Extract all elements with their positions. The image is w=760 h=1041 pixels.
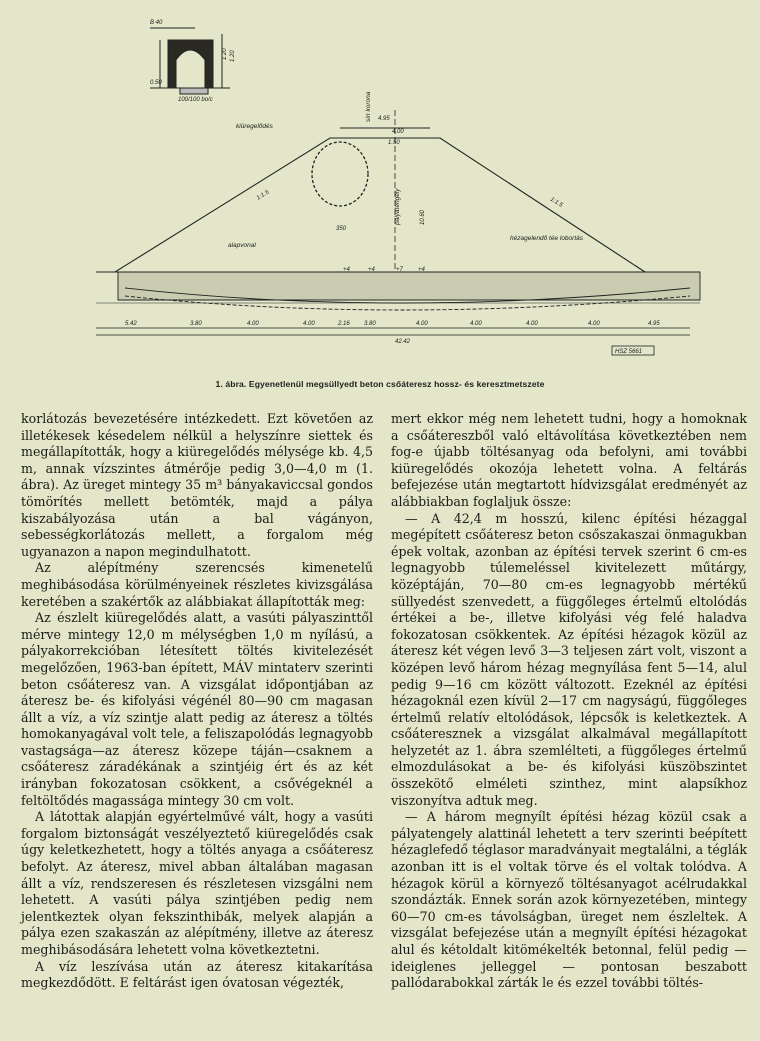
culvert-pipe (118, 272, 700, 310)
cross-title: B 40 (150, 20, 163, 26)
dim-bottom-10: 4.95 (648, 321, 660, 327)
cross-dim-0: 0.50 (150, 80, 162, 86)
label-alapvonal: alapvonal (228, 242, 256, 249)
dim-bottom-0: 5.42 (125, 321, 137, 327)
text-column-left (21, 411, 373, 992)
dim-top-4: 1:1.5 (255, 189, 271, 202)
label-kiuregelodes: kiüregelődés (236, 123, 273, 130)
dim-bottom-9: 4.00 (588, 321, 600, 327)
label-hezagtoldas: hézagelendő tée lobortás (510, 235, 584, 242)
dim-bottom-1: 3.80 (190, 321, 202, 327)
dim-bottom-3: 4.00 (303, 321, 315, 327)
dim-top-8: +4 (368, 267, 375, 273)
cross-dim-5: 1.20 (230, 50, 236, 62)
dim-bottom-8: 4.00 (526, 321, 538, 327)
dim-top-1: 4.00 (392, 129, 404, 135)
label-palyatengely: pályatengely (394, 188, 401, 225)
dim-top-9: +7 (396, 267, 403, 273)
dim-top-7: +4 (343, 267, 350, 273)
dim-top-10: +4 (418, 267, 425, 273)
dim-bottom-4: 2.16 (338, 321, 350, 327)
figure (0, 0, 760, 400)
dim-bottom-5: 3.80 (364, 321, 376, 327)
text-column-right (391, 411, 747, 992)
dim-total: 42.42 (395, 339, 411, 345)
paragraph: — A 42,4 m hosszú, kilenc építési hézaggal megépített csőáteresz beton csőszakaszai önmagukban épek voltak, azonban az építési tervek szerint 6 cm-es legnagyobb túlemeléssel kivitelezett műtárgy, középtáján, 70—80 cm-es legnagyobb mértékű süllyedést szenvedett, a függőleges értelmű eltolódás értékei a be-, illetve kifolyási vég felé haladva fokozatosan csökkentek. Az építési hézagok közül az áteresz két végen levő 3—3 teljesen zárt volt, viszont a középen levő három hézag megnyílása fent 5—14, alul pedig 9—16 cm között változott. Ezeknél az építési hézagoknál ezen kívül 2—17 cm nagyságú, függőleges értelmű relatív eltolódások, lépcsők is keletkeztek. A csőáteresznek a vizsgálat alkalmával megállapított helyzetét az 1. ábra szemlélteti, a függőleges értelmű elmozdulásokat a be- és kifolyási küszöbszintet összekötő elméleti szinthez, mint alapsíkhoz viszonyítva adtuk meg. (391, 510, 747, 808)
paragraph: mert ekkor még nem lehetett tudni, hogy a homoknak a csőátereszből való eltávolítása következtében nem fog-e újabb töltésanyag oda befolyni, ami további kiüregelődés okozója lehetett volna. A feltárás befejezése után megtartott hídvizsgálat eredményét az alábbiakban foglaljuk össze: (391, 411, 747, 509)
paragraph: — A három megnyílt építési hézag közül csak a pályatengely alattinál lehetett a terv szerinti beépített hézaglefedő téglasor maradványait megtalálni, a téglák azonban itt is el voltak törve és el voltak tolódva. A hézagok körül a környező töltésanyagot acélrudakkal szondázták. Ennek során azok környezetében, mintegy 60—70 cm-es távolságban, üreget nem észleltek. A vizsgálat befejezése után a megnyílt építési hézagokat alul és kétoldalt kitömékelték betonnal, felül pedig — ideiglenes jelleggel — pontosan beszabott pallódarabokkal zárták le és ezzel további töltés- (391, 809, 747, 991)
dim-bottom-7: 4.00 (470, 321, 482, 327)
figure-caption: 1. ábra. Egyenetlenül megsüllyedt beton csőáteresz hossz- és keresztmetszete (215, 379, 545, 389)
cavity-outline (312, 142, 368, 206)
stamp: HSZ 5661 (615, 349, 643, 355)
paragraph: A látottak alapján egyértelművé vált, hogy a vasúti forgalom biztonságát veszélyeztető kiüregelődés csak úgy keletkezhetett, hogy a töltés anyaga a csőáteresz befolyt. Az áteresz, mivel abban általában magasan állt a víz, rendszeresen és részletesen vizsgálni nem lehetett. A vasúti pálya szintjében pedig nem jelentkeztek olyan fekszinthibák, melyek alapján a pálya ezen szakaszán az alépítmény, illetve az áteresz meghibásodására lehetett volna következtetni. (21, 809, 373, 957)
cross-dim-4: 1.20 (222, 48, 228, 60)
dim-top-3: 10.60 (420, 209, 426, 225)
pipe-cross-section-detail (150, 28, 230, 94)
cross-section-drawing (0, 0, 760, 375)
label-sinkorona: sín korona (365, 91, 372, 122)
dim-top-2: 1.50 (388, 140, 400, 146)
dim-top-5: 1:1.5 (548, 196, 564, 209)
paragraph: Az észlelt kiüregelődés alatt, a vasúti pályaszinttől mérve mintegy 12,0 m mélységben 1,0 m nyílású, a pályakorrekcióban létesített töltés kivitelezését megelőzően, 1963-ban épített, MÁV mintaterv szerinti beton csőáteresz van. A vizsgálat időpontjában az áteresz be- és kifolyási végénél 80—90 cm magasan állt a víz, a víz szintje alatt pedig az áteresz a töltés homokanyagával volt tele, a feliszapolódás legnagyobb vastagsága—az áteresz közepe táján—csaknem a csőáteresz záradékának a szintjéig ért és az két irányban fokozatosan csökkent, a csővégeknél a feltöltődés magassága mintegy 30 cm volt. (21, 610, 373, 808)
cross-dim-6: 100/100 bo/c (178, 97, 213, 103)
paragraph: korlátozás bevezetésére intézkedett. Ezt követően az illetékesek késedelem nélkül a helyszínre siettek és megállapították, hogy a kiüregelődés mélysége kb. 4,5 m, annak vízszintes átmérője pedig 3,0—4,0 m (1. ábra). Az üreget mintegy 35 m³ bányakaviccsal gondos tömörítés mellett betömték, majd a pálya kiszabályozása után a bal vágányon, sebességkorlátozás mellett, a forgalom még ugyanazon a napon megindulhatott. (21, 411, 373, 559)
dim-top-6: 350 (336, 226, 347, 232)
dim-bottom-2: 4.00 (247, 321, 259, 327)
paragraph: Az alépítmény szerencsés kimenetelű meghibásodása körülményeinek részletes kivizsgálása keretében a szakértők az alábbiakat állapították meg: (21, 560, 373, 609)
paragraph: A víz leszívása után az áteresz kitakarítása megkezdődött. E feltárást igen óvatosan végezték, (21, 958, 373, 991)
dim-bottom-6: 4.00 (416, 321, 428, 327)
dim-top-0: 4.95 (378, 116, 390, 122)
